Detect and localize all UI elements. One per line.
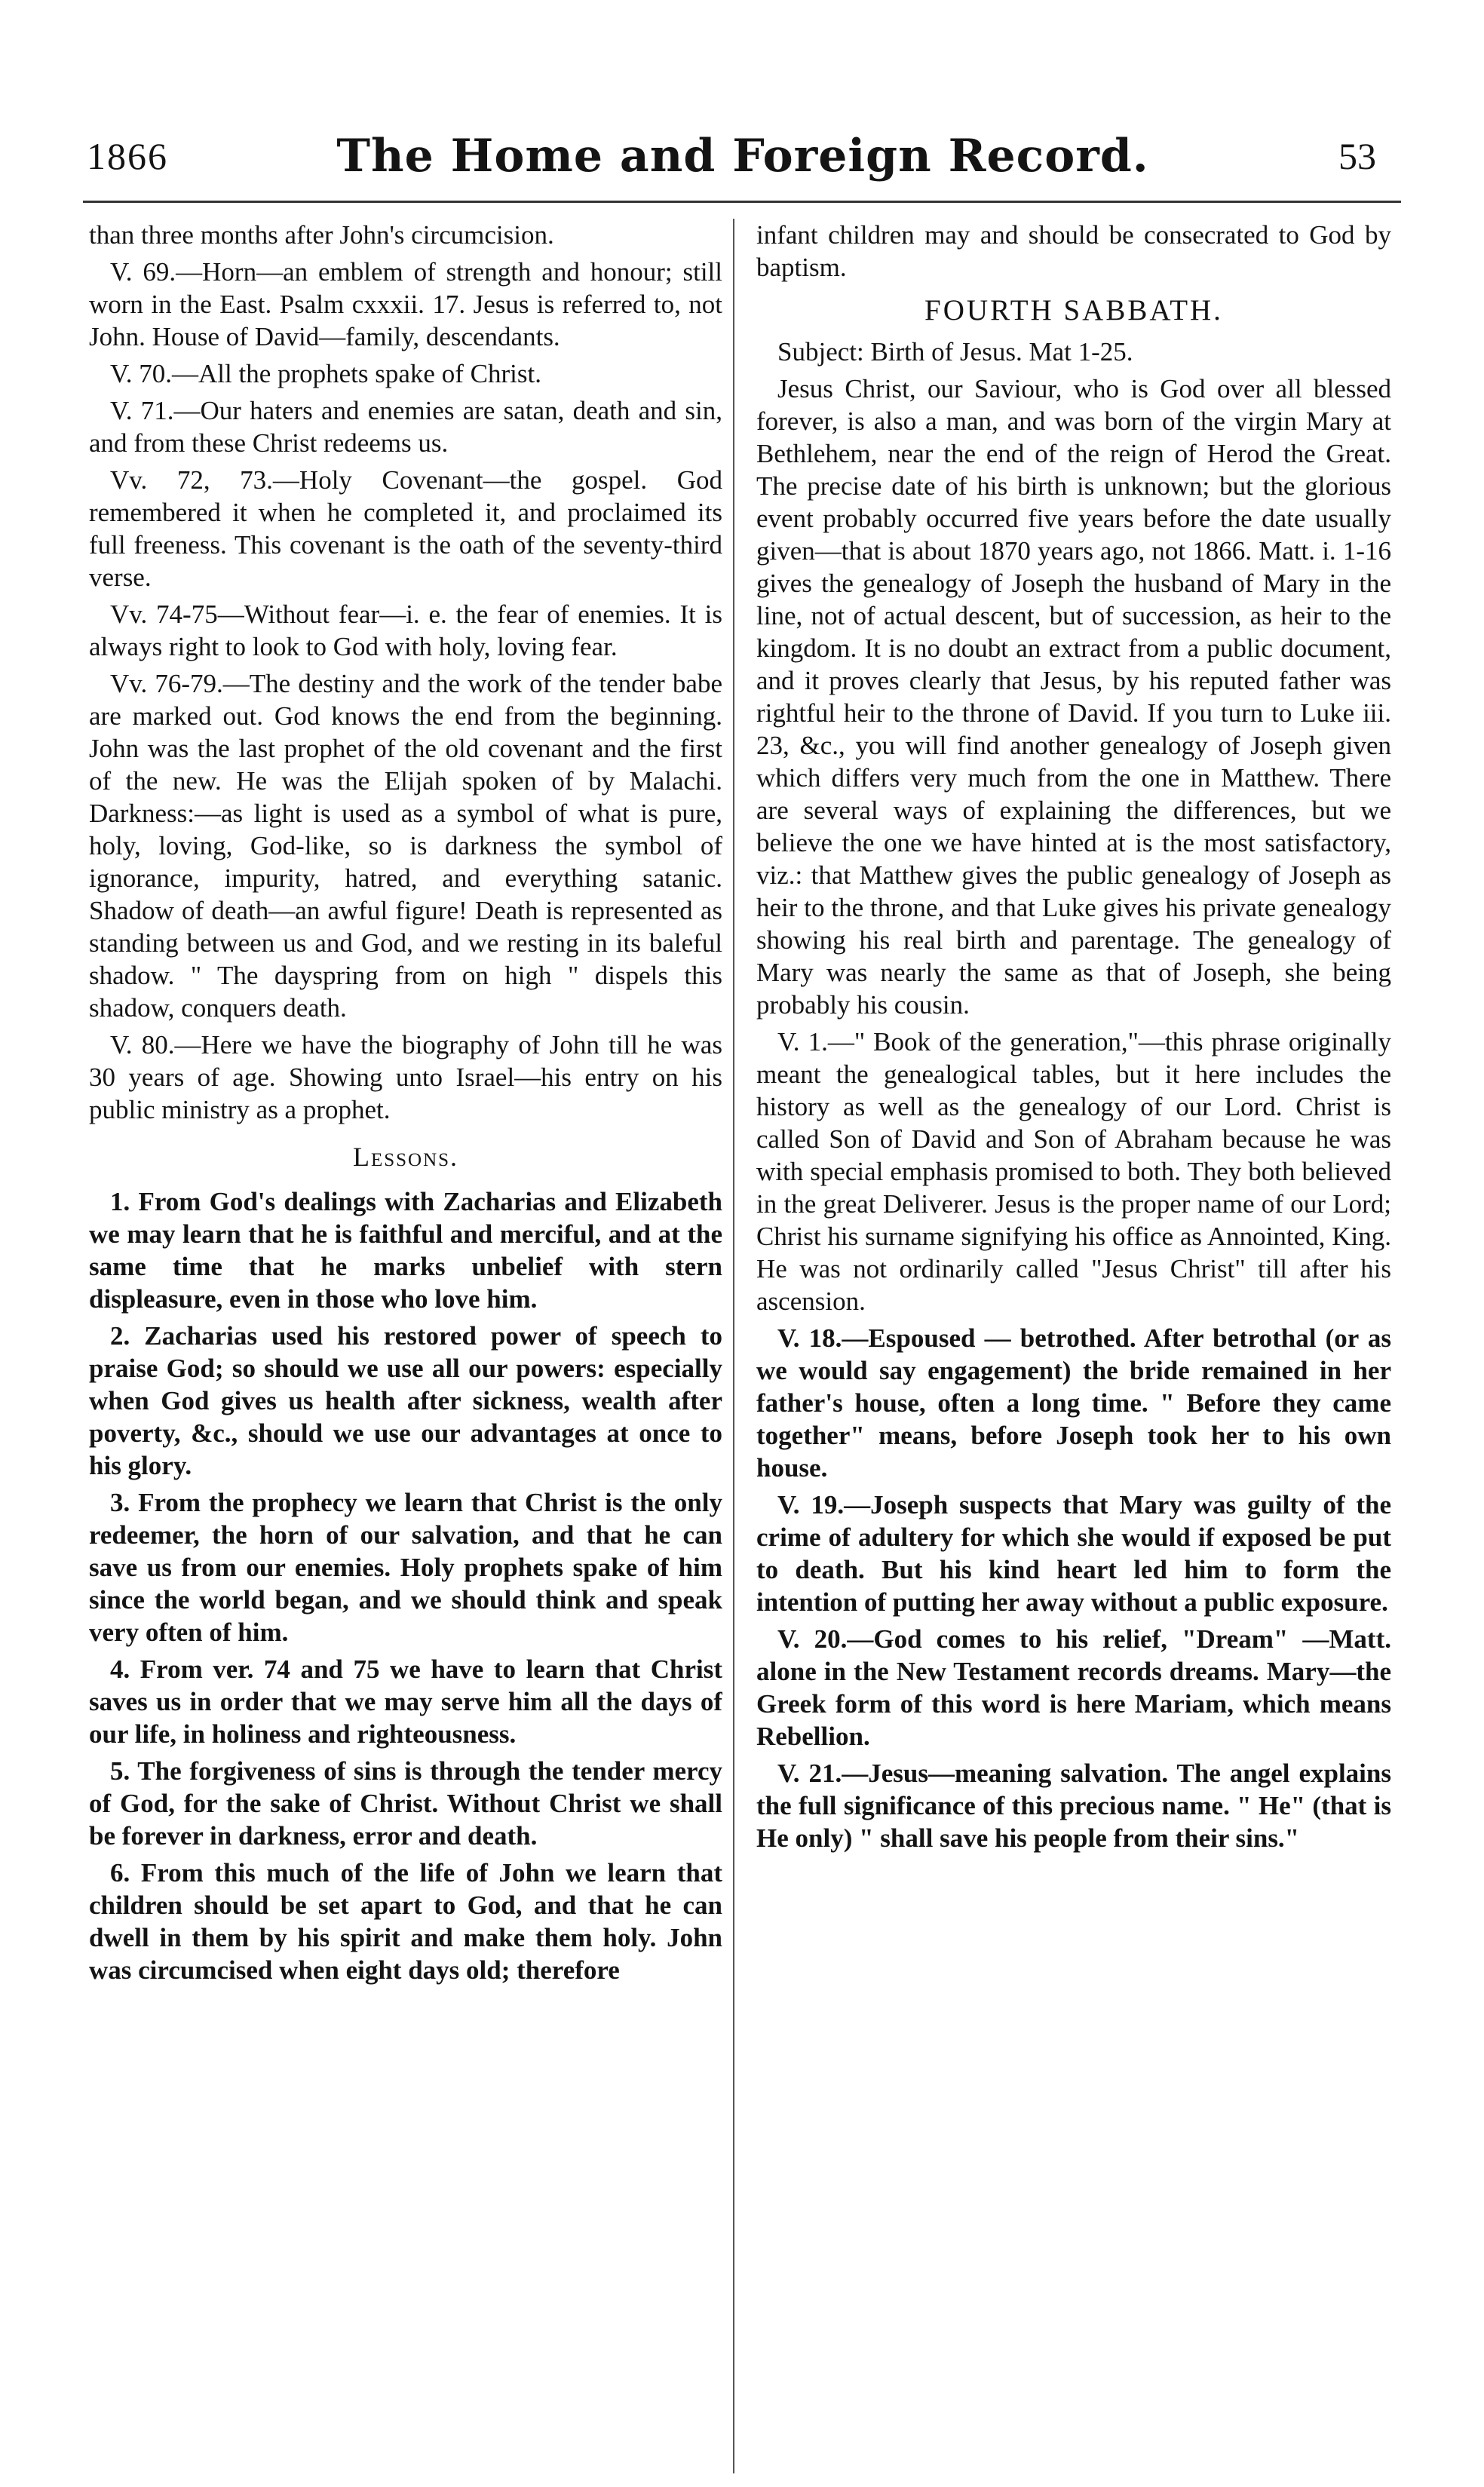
lesson-item: 4. From ver. 74 and 75 we have to learn that Christ saves us in order that we may serve him all the days of our life, in holiness and righteousness.: [89, 1654, 722, 1749]
paragraph: than three months after John's circumcision.: [89, 220, 554, 250]
paragraph: V. 71.—Our haters and enemies are satan, death and sin, and from these Christ redeems us.: [89, 396, 722, 458]
paragraph: infant children may and should be consecrated to God by baptism.: [756, 220, 1391, 282]
lesson-item: 5. The forgiveness of sins is through the tender mercy of God, for the sake of Christ. Without Christ we shall be forever in darkness, error and death.: [89, 1756, 722, 1851]
fourth-sabbath-heading: FOURTH SABBATH.: [924, 294, 1223, 327]
paragraph: V. 70.—All the prophets spake of Christ.: [110, 359, 541, 388]
lesson-item: 6. From this much of the life of John we learn that children should be set apart to God, and that he can dwell in them by his spirit and make them holy. John was circumcised when eight days old; therefore: [89, 1858, 722, 1985]
paragraph: V. 20.—God comes to his relief, "Dream" —Matt. alone in the New Testament records dreams. Mary—the Greek form of this word is here Mariam, which means Rebellion.: [756, 1624, 1391, 1751]
paragraph: V. 69.—Horn—an emblem of strength and honour; still worn in the East. Psalm cxxxii. 17. Jesus is referred to, not John. House of David—family, descendants.: [89, 257, 722, 351]
page-number: 53: [1338, 135, 1376, 177]
page-header: [87, 130, 1399, 195]
paragraph: Vv. 74-75—Without fear—i. e. the fear of enemies. It is always right to look to God with holy, loving fear.: [89, 600, 722, 661]
paragraph: V. 18.—Espoused — betrothed. After betrothal (or as we would say engagement) the bride remained in her father's house, often a long time. " Before they came together" means, before Joseph took her to his own house.: [756, 1323, 1391, 1483]
lessons-heading: Lessons.: [352, 1142, 459, 1172]
header-rule: [83, 201, 1401, 203]
page-year: 1866: [87, 135, 168, 177]
paragraph: Vv. 76-79.—The destiny and the work of the tender babe are marked out. God knows the end from the beginning. John was the last prophet of the old covenant and the first of the new. He was the Elijah spoken of by Malachi. Darkness:—as light is used as a symbol of what is pure, holy, loving, God-like, so is darkness the symbol of ignorance, impurity, hatred, and everything satanic. Shadow of death—an awful figure! Death is represented as standing between us and God, and we resting in its baleful shadow. " The dayspring from on high " dispels this shadow, conquers death.: [89, 669, 722, 1023]
subject-line: Subject: Birth of Jesus. Mat 1-25.: [777, 337, 1133, 366]
lesson-item: 3. From the prophecy we learn that Christ is the only redeemer, the horn of our salvation, and that he can save us from our enemies. Holy prophets spake of him since the world began, and we should think and speak very often of him.: [89, 1488, 722, 1647]
paragraph: Jesus Christ, our Saviour, who is God over all blessed forever, is also a man, and was born of the virgin Mary at Bethlehem, near the end of the reign of Herod the Great. The precise date of his birth is unknown; but the glorious event probably occurred five years before the date usually given—that is about 1870 years ago, not 1866. Matt. i. 1-16 gives the genealogy of Joseph the husband of Mary in the line, not of actual descent, but of succession, as heir to the kingdom. It is no doubt an extract from a public document, and it proves clearly that Jesus, by his reputed father was rightful heir to the throne of David. If you turn to Luke iii. 23, &c., you will find another genealogy of Joseph given which differs very much from the one in Matthew. There are several ways of explaining the differences, but we believe the one we have hinted at is the most satisfactory, viz.: that Matthew gives the public genealogy of Joseph as heir to the throne, and that Luke gives his private genealogy showing his real birth and parentage. The genealogy of Mary was nearly the same as that of Joseph, she being probably his cousin.: [756, 374, 1391, 1020]
paragraph: Vv. 72, 73.—Holy Covenant—the gospel. God remembered it when he completed it, and proclaimed its full freeness. This covenant is the oath of the seventy-third verse.: [89, 465, 722, 592]
paragraph: V. 80.—Here we have the biography of John till he was 30 years of age. Showing unto Israel—his entry on his public ministry as a prophet.: [89, 1030, 722, 1124]
right-column: [756, 219, 1391, 2473]
lesson-item: 1. From God's dealings with Zacharias and Elizabeth we may learn that he is faithful and merciful, and at the same time that he marks unbelief with stern displeasure, even in those who love him.: [89, 1187, 722, 1314]
left-column: [89, 219, 722, 2473]
column-divider: [733, 219, 734, 2473]
paragraph: V. 1.—" Book of the generation,"—this phrase originally meant the genealogical tables, but it here includes the history as well as the genealogy of our Lord. Christ is called Son of David and Son of Abraham because he was with special emphasis promised to both. They both believed in the great Deliverer. Jesus is the proper name of our Lord; Christ his surname signifying his office as Annointed, King. He was not ordinarily called "Jesus Christ" till after his ascension.: [756, 1027, 1391, 1316]
paragraph: V. 19.—Joseph suspects that Mary was guilty of the crime of adultery for which she would if exposed be put to death. But his kind heart led him to form the intention of putting her away without a public exposure.: [756, 1490, 1391, 1617]
lesson-item: 2. Zacharias used his restored power of speech to praise God; so should we use all our powers: especially when God gives us health after sickness, wealth after poverty, &c., should we use our advantages at once to his glory.: [89, 1321, 722, 1480]
paragraph: V. 21.—Jesus—meaning salvation. The angel explains the full significance of this precious name. " He" (that is He only) " shall save his people from their sins.": [756, 1759, 1391, 1853]
journal-title: The Home and Foreign Record.: [336, 130, 1149, 182]
